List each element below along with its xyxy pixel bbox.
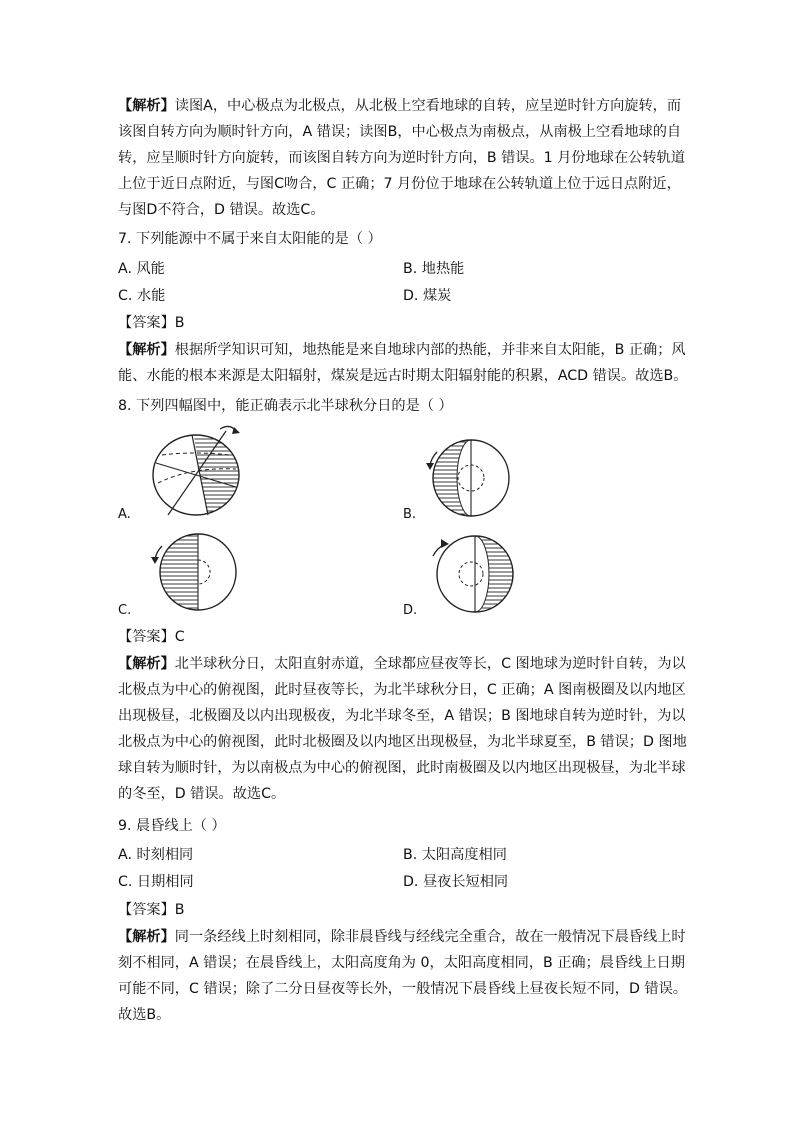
q8-figure-b [425,436,515,520]
q8-explain-line-6: 的冬至，D 错误。故选C。 [118,786,286,802]
q9-explain-line-3: 可能不同，C 错误；除了二分日昼夜等长外，一般情况下晨昏线上昼夜长短不同，D 错误。 [118,981,687,997]
q8-explain-line-2: 北极点为中心的俯视图，此时昼夜等长，为北半球秋分日，C 正确；A 图南极圈及以内地区 [118,682,686,698]
q7-answer: 【答案】B [118,315,185,331]
q9-explain-line-4: 故选B。 [118,1007,171,1023]
q7-option-b: B. 地热能 [403,261,465,277]
q8-figure-d [425,530,517,616]
q9-option-b: B. 太阳高度相同 [403,847,507,863]
prev-explain-line-4: 上位于近日点附近，与图C吻合，C 正确；7 月份位于地球在公转轨道上位于远日点附近， [118,176,681,192]
q8-explain-line-3: 出现极昼，北极圈及以内出现极夜，为北半球冬至，A 错误；B 图地球自转为逆时针，为以 [118,708,686,724]
q7-explain-line-1: 【解析】根据所学知识可知，地热能是来自地球内部的热能，并非来自太阳能，B 正确；风 [118,342,686,358]
q8-explain-line-1: 【解析】北半球秋分日，太阳直射赤道，全球都应昼夜等长，C 图地球为逆时针自转，为以 [118,656,686,672]
q9-stem: 9. 晨昏线上（ ） [118,818,226,834]
q7-stem: 7. 下列能源中不属于来自太阳能的是（ ） [118,231,382,247]
prev-explain-line-2: 该图自转方向为顺时针方向，A 错误；读图B，中心极点为南极点，从南极上空看地球的自 [118,124,682,140]
q8-figure-c [148,530,240,614]
q7-option-c: C. 水能 [118,288,166,304]
q8-figure-d-label: D. [403,603,418,618]
q9-option-c: C. 日期相同 [118,874,194,890]
prev-explain-line-5: 与图D不符合，D 错误。故选C。 [118,202,325,218]
q8-figure-b-label: B. [403,507,417,522]
q8-explain-line-5: 球自转为顺时针，为以南极点为中心的俯视图，此时南极圈及以内地区出现极昼，为北半球 [118,760,686,776]
prev-explain-line-1: 【解析】读图A，中心极点为北极点，从北极上空看地球的自转，应呈逆时针方向旋转，而 [118,98,682,114]
q8-stem: 8. 下列四幅图中，能正确表示北半球秋分日的是（ ） [118,398,453,414]
q9-option-a: A. 时刻相同 [118,847,194,863]
q7-explain-line-2: 能、水能的根本来源是太阳辐射，煤炭是远古时期太阳辐射能的积累，ACD 错误。故选B。 [118,368,688,384]
q9-explain-line-1: 【解析】同一条经线上时刻相同，除非晨昏线与经线完全重合，故在一般情况下晨昏线上时 [118,929,686,945]
q8-answer: 【答案】C [118,629,185,645]
q7-option-a: A. 风能 [118,261,165,277]
q8-figure-a [150,425,250,521]
prev-explain-line-3: 转，应呈顺时针方向旋转，而该图自转方向为逆时针方向，B 错误。1 月份地球在公转轨道 [118,150,685,166]
q8-figure-c-label: C. [118,603,132,618]
q7-option-d: D. 煤炭 [403,288,452,304]
q8-figure-a-label: A. [118,507,131,522]
q9-explain-line-2: 刻不相同，A 错误；在晨昏线上，太阳高度角为 0，太阳高度相同，B 正确；晨昏线上日期 [118,955,685,971]
q8-explain-line-4: 北极点为中心的俯视图，此时北极圈及以内地区出现极昼，为北半球夏至，B 错误；D 图地 [118,734,687,750]
q9-answer: 【答案】B [118,902,185,918]
q9-option-d: D. 昼夜长短相同 [403,874,509,890]
